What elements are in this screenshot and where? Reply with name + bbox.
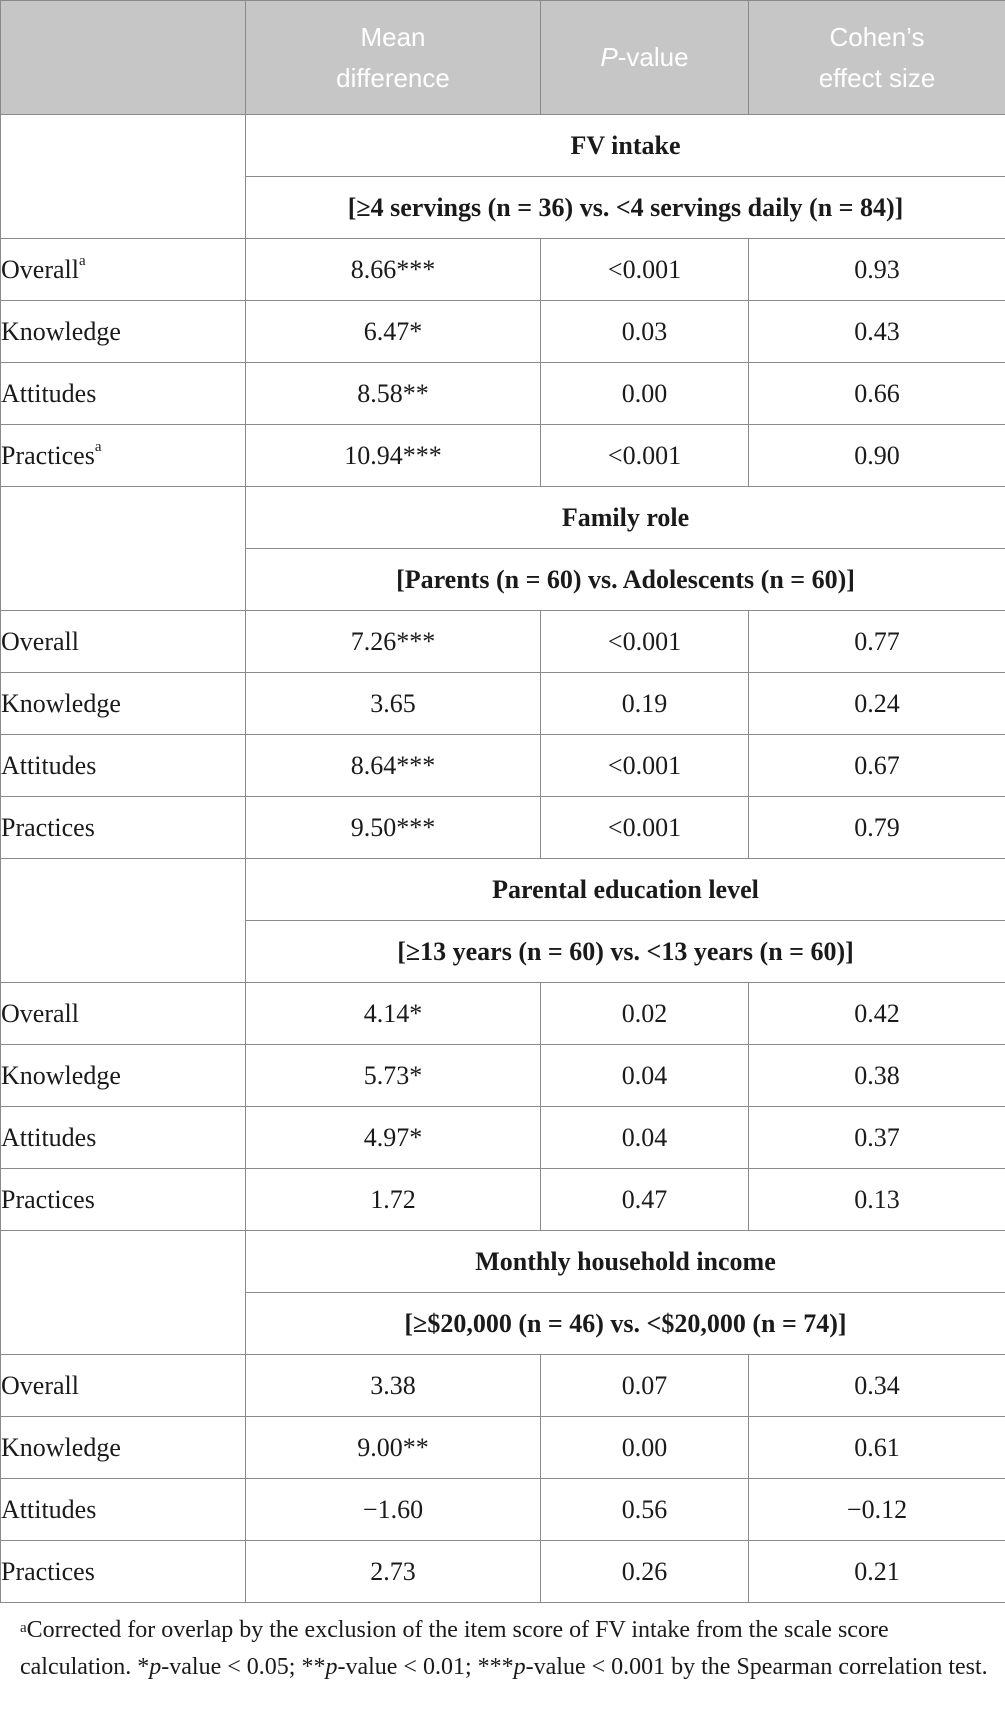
- table-row: [1, 1107, 1005, 1169]
- table-body: [1, 115, 1005, 1603]
- row-label: Attitudes: [1, 1479, 246, 1541]
- effect-size-value: 0.61: [749, 1417, 1005, 1479]
- row-label: Knowledge: [1, 673, 246, 735]
- p-value: 0.47: [541, 1169, 749, 1231]
- table-row: [1, 1479, 1005, 1541]
- effect-size-value: 0.42: [749, 983, 1005, 1045]
- mean-difference-value: 1.72: [246, 1169, 541, 1231]
- table-row: [1, 611, 1005, 673]
- effect-size-value: 0.66: [749, 363, 1005, 425]
- effect-size-value: 0.38: [749, 1045, 1005, 1107]
- p-value: <0.001: [541, 425, 749, 487]
- section-blank-cell: [1, 115, 246, 239]
- table-row: [1, 797, 1005, 859]
- header-cohens-effect-size: Cohen’s effect size: [749, 1, 1005, 115]
- p-value: 0.19: [541, 673, 749, 735]
- effect-size-value: 0.34: [749, 1355, 1005, 1417]
- p-value: <0.001: [541, 611, 749, 673]
- row-label: Knowledge: [1, 1417, 246, 1479]
- row-label: Overall: [1, 1355, 246, 1417]
- p-value: <0.001: [541, 797, 749, 859]
- mean-difference-value: 9.50***: [246, 797, 541, 859]
- row-label: Knowledge: [1, 1045, 246, 1107]
- mean-difference-value: 7.26***: [246, 611, 541, 673]
- row-label: Overall: [1, 611, 246, 673]
- section-title-row: [1, 115, 1005, 177]
- mean-difference-value: −1.60: [246, 1479, 541, 1541]
- mean-difference-value: 8.64***: [246, 735, 541, 797]
- header-p-value: P-value: [541, 1, 749, 115]
- mean-difference-value: 8.58**: [246, 363, 541, 425]
- row-label: Knowledge: [1, 301, 246, 363]
- mean-difference-value: 4.97*: [246, 1107, 541, 1169]
- effect-size-value: −0.12: [749, 1479, 1005, 1541]
- row-label: Practices: [1, 1169, 246, 1231]
- header-row: [1, 1, 1005, 115]
- header-empty-cell: [1, 1, 246, 115]
- section-title-row: [1, 487, 1005, 549]
- section-title: Family role: [246, 487, 1005, 549]
- effect-size-value: 0.77: [749, 611, 1005, 673]
- table-row: [1, 425, 1005, 487]
- row-label-superscript: a: [78, 252, 86, 269]
- effect-size-value: 0.13: [749, 1169, 1005, 1231]
- section-blank-cell: [1, 859, 246, 983]
- effect-size-value: 0.43: [749, 301, 1005, 363]
- mean-difference-value: 2.73: [246, 1541, 541, 1603]
- p-value: 0.03: [541, 301, 749, 363]
- row-label: Attitudes: [1, 1107, 246, 1169]
- section-comparison: [≥4 servings (n = 36) vs. <4 servings daily (n = 84)]: [246, 177, 1005, 239]
- table-row: [1, 1417, 1005, 1479]
- effect-size-value: 0.93: [749, 239, 1005, 301]
- section-blank-cell: [1, 1231, 246, 1355]
- section-title-row: [1, 859, 1005, 921]
- row-label: Overall$^a$: [1, 239, 246, 301]
- effect-size-value: 0.24: [749, 673, 1005, 735]
- table-footnote: $^a$Corrected for overlap by the exclusion of the item score of FV intake from the scale score calculation. *p-value < 0.05; **p-value < 0.01; ***p-value < 0.001 by the Spearman correlation test.: [20, 1617, 988, 1680]
- table-row: [1, 239, 1005, 301]
- row-label: Attitudes: [1, 363, 246, 425]
- row-label: Attitudes: [1, 735, 246, 797]
- table-row: [1, 1045, 1005, 1107]
- section-title: Monthly household income: [246, 1231, 1005, 1293]
- mean-difference-value: 9.00**: [246, 1417, 541, 1479]
- table-row: [1, 301, 1005, 363]
- table-row: [1, 1355, 1005, 1417]
- p-value: 0.00: [541, 363, 749, 425]
- table-row: [1, 673, 1005, 735]
- section-comparison: [≥13 years (n = 60) vs. <13 years (n = 60)]: [246, 921, 1005, 983]
- table-row: [1, 363, 1005, 425]
- section-title: FV intake: [246, 115, 1005, 177]
- p-value: <0.001: [541, 239, 749, 301]
- effect-size-value: 0.67: [749, 735, 1005, 797]
- mean-difference-value: 3.65: [246, 673, 541, 735]
- section-comparison: [≥$20,000 (n = 46) vs. <$20,000 (n = 74)]: [246, 1293, 1005, 1355]
- p-value: 0.04: [541, 1045, 749, 1107]
- table-row: [1, 1169, 1005, 1231]
- table-row: [1, 735, 1005, 797]
- header-mean-difference: Mean difference: [246, 1, 541, 115]
- row-label: Practices: [1, 1541, 246, 1603]
- p-value: <0.001: [541, 735, 749, 797]
- p-value: 0.56: [541, 1479, 749, 1541]
- section-title: Parental education level: [246, 859, 1005, 921]
- mean-difference-value: 8.66***: [246, 239, 541, 301]
- mean-difference-value: 5.73*: [246, 1045, 541, 1107]
- table-row: [1, 983, 1005, 1045]
- mean-difference-value: 10.94***: [246, 425, 541, 487]
- effect-size-value: 0.79: [749, 797, 1005, 859]
- p-value: 0.26: [541, 1541, 749, 1603]
- effect-size-value: 0.21: [749, 1541, 1005, 1603]
- row-label-superscript: a: [94, 438, 102, 455]
- row-label: Practices$^a$: [1, 425, 246, 487]
- mean-difference-value: 3.38: [246, 1355, 541, 1417]
- effect-size-value: 0.37: [749, 1107, 1005, 1169]
- p-value: 0.00: [541, 1417, 749, 1479]
- p-value: 0.07: [541, 1355, 749, 1417]
- p-value: 0.04: [541, 1107, 749, 1169]
- section-title-row: [1, 1231, 1005, 1293]
- table-row: [1, 1541, 1005, 1603]
- mean-difference-value: 4.14*: [246, 983, 541, 1045]
- row-label: Practices: [1, 797, 246, 859]
- p-value: 0.02: [541, 983, 749, 1045]
- effect-size-value: 0.90: [749, 425, 1005, 487]
- mean-difference-value: 6.47*: [246, 301, 541, 363]
- section-comparison: [Parents (n = 60) vs. Adolescents (n = 60)]: [246, 549, 1005, 611]
- section-blank-cell: [1, 487, 246, 611]
- row-label: Overall: [1, 983, 246, 1045]
